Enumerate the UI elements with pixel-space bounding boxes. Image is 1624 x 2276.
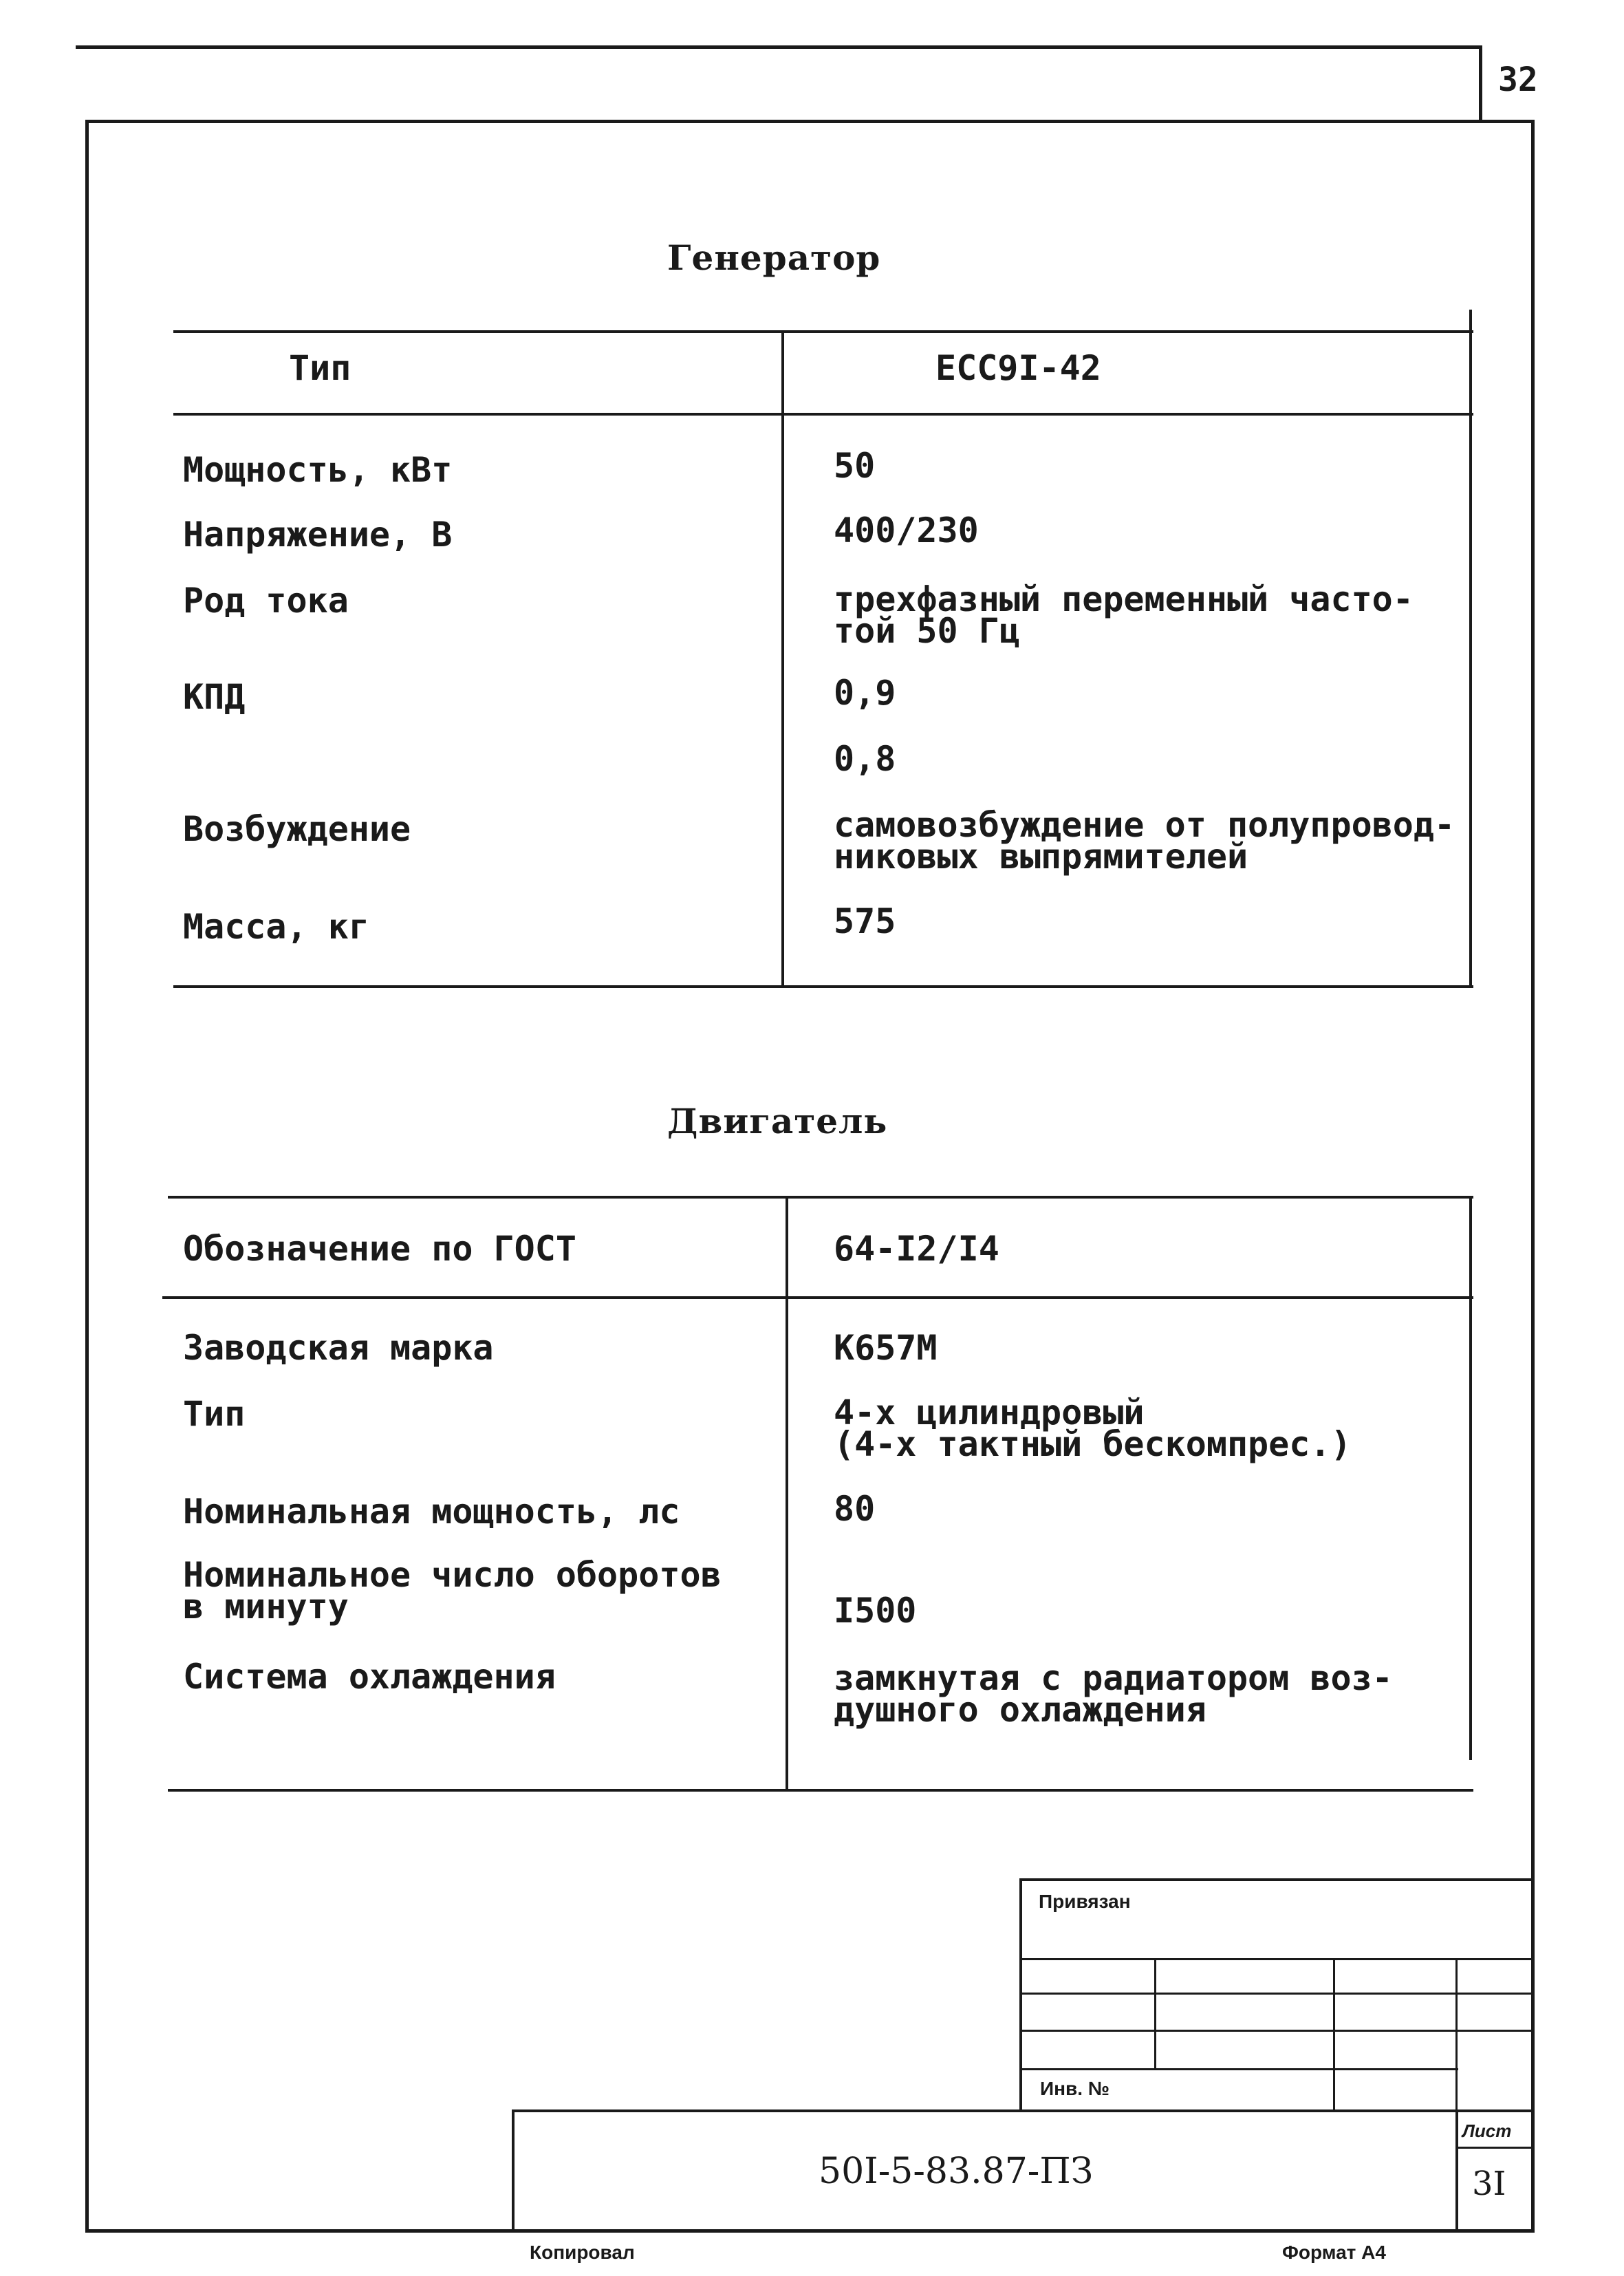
engine-row-value: К657М bbox=[834, 1328, 938, 1368]
generator-row-value-line2: той 50 Гц bbox=[834, 611, 1020, 651]
generator-row-label: Мощность, кВт bbox=[183, 450, 453, 490]
page-number: 32 bbox=[1498, 61, 1538, 99]
engine-row-value-line1: 4-х цилиндровый bbox=[834, 1393, 1145, 1432]
engine-table-bottom bbox=[168, 1789, 1473, 1792]
generator-row-value: 400/230 bbox=[834, 511, 979, 550]
engine-row-value-line1: замкнутая с радиатором воз- bbox=[834, 1658, 1393, 1698]
generator-title: Генератор bbox=[667, 237, 881, 278]
generator-table-bottom bbox=[173, 985, 1473, 988]
engine-header-rule bbox=[162, 1296, 1473, 1299]
generator-table-top bbox=[173, 330, 1473, 333]
engine-row-value-line2: душного охлаждения bbox=[834, 1690, 1206, 1730]
engine-header-value: 64-I2/I4 bbox=[834, 1229, 999, 1269]
designation-top bbox=[513, 2109, 1534, 2112]
generator-header-label: Тип bbox=[289, 348, 351, 388]
generator-row-value: 50 bbox=[834, 446, 876, 486]
footer-copied: Копировал bbox=[530, 2242, 635, 2263]
generator-row-value: 575 bbox=[834, 901, 896, 941]
list-number: 3I bbox=[1472, 2165, 1506, 2203]
engine-row-value: 80 bbox=[834, 1489, 876, 1529]
designation-right bbox=[1455, 2109, 1458, 2232]
list-label: Лист bbox=[1462, 2121, 1512, 2141]
document-designation: 50I-5-83.87-ПЗ bbox=[819, 2151, 1094, 2192]
generator-header-value: ЕСС9I-42 bbox=[935, 348, 1101, 388]
engine-table-right bbox=[1469, 1196, 1472, 1760]
frame-left bbox=[85, 120, 89, 2232]
stamp-privyazan: Привязан bbox=[1039, 1891, 1131, 1912]
generator-row-value-line1: самовозбуждение от полупровод- bbox=[834, 805, 1455, 845]
engine-row-value: I500 bbox=[834, 1591, 917, 1631]
stamp-col-rule bbox=[1455, 1958, 1458, 2109]
generator-row-value-line2: никовых выпрямителей bbox=[834, 837, 1248, 877]
engine-row-label: Система охлаждения bbox=[183, 1657, 556, 1697]
generator-row-value-line1: трехфазный переменный часто- bbox=[834, 579, 1414, 619]
engine-header-label: Обозначение по ГОСТ bbox=[183, 1229, 576, 1269]
page-number-box-left bbox=[1479, 45, 1482, 122]
footer-format: Формат А4 bbox=[1282, 2242, 1386, 2263]
designation-left bbox=[512, 2109, 515, 2232]
generator-row-label: Род тока bbox=[183, 581, 349, 621]
generator-row-value: 0,9 bbox=[834, 673, 896, 713]
generator-row-label: КПД bbox=[183, 677, 246, 717]
list-label-rule bbox=[1455, 2147, 1534, 2149]
stamp-left bbox=[1019, 1878, 1022, 2112]
generator-row-label: Напряжение, В bbox=[183, 515, 453, 555]
generator-header-rule bbox=[173, 413, 1473, 416]
stamp-top bbox=[1021, 1878, 1534, 1881]
stamp-col-rule bbox=[1333, 1958, 1335, 2109]
engine-row-label-line1: Номинальное число оборотов bbox=[183, 1555, 722, 1595]
stamp-inv-no: Инв. № bbox=[1040, 2078, 1110, 2099]
frame-top bbox=[87, 120, 1535, 123]
generator-table-right bbox=[1469, 310, 1472, 987]
generator-column-divider bbox=[781, 330, 784, 987]
stamp-row-rule bbox=[1021, 2068, 1458, 2070]
engine-row-value-line2: (4-х тактный бескомпрес.) bbox=[834, 1424, 1352, 1464]
engine-table-top bbox=[168, 1196, 1473, 1199]
engine-row-label-line2: в минуту bbox=[183, 1587, 349, 1627]
engine-column-divider bbox=[786, 1196, 788, 1791]
generator-row-label: Возбуждение bbox=[183, 809, 411, 849]
engine-row-label: Заводская марка bbox=[183, 1328, 494, 1368]
stamp-col-rule bbox=[1154, 1958, 1156, 2068]
engine-row-label: Тип bbox=[183, 1394, 246, 1434]
engine-title: Двигатель bbox=[667, 1101, 888, 1141]
engine-row-label: Номинальная мощность, лс bbox=[183, 1492, 680, 1532]
generator-row-value: 0,8 bbox=[834, 739, 896, 779]
generator-row-label: Масса, кг bbox=[183, 907, 369, 947]
frame-right bbox=[1531, 120, 1535, 2232]
frame-bottom bbox=[85, 2229, 1535, 2233]
top-rule bbox=[76, 45, 1479, 49]
